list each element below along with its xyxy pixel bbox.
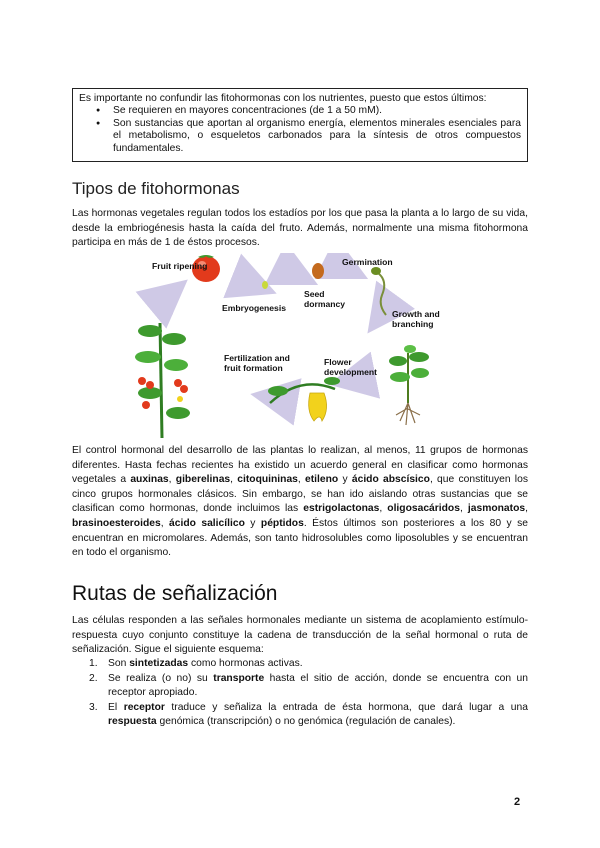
signaling-steps — [72, 657, 528, 730]
section-title-tipos: Tipos de fitohormonas — [72, 179, 240, 198]
note-intro: Es importante no confundir las fitohormonas con los nutrientes, puesto que estos últimos: — [79, 93, 487, 104]
term-auxinas: auxinas — [130, 474, 169, 486]
note-item: ● Son sustancias que aportan al organismo energía, elementos minerales esenciales para el metabolismo, o esqueletos carbonados para la síntesis de otros compuestos fundamentales. — [113, 118, 521, 155]
term-brasinoesteroides: brasinoesteroides — [72, 517, 161, 529]
label-seed-dormancy: Seed dormancy — [304, 289, 346, 309]
list-item: 2. Se realiza (o no) su transporte hasta el sitio de acción, donde se encuentra con un receptor apropiado. — [89, 672, 528, 699]
label-fruit-ripening: Fruit ripening — [152, 261, 208, 271]
label-fertilization: Fertilization and fruit formation — [224, 353, 290, 373]
note-box — [72, 88, 528, 162]
label-embryogenesis: Embryogenesis — [222, 303, 286, 313]
term-acido-salicilico: ácido salicílico — [169, 517, 245, 529]
page-number: 2 — [514, 796, 521, 808]
tomato-plant — [135, 323, 190, 438]
section-title-rutas: Rutas de señalización — [72, 582, 278, 605]
cycle-arrow — [328, 268, 352, 271]
hormone-groups-paragraph: El control hormonal del desarrollo de las plantas lo realizan, al menos, 11 grupos de hormonas diferentes. Hasta fechas recientes ha existido un acuerdo general en clasificar como hormonas vegetales a auxinas, giberelinas, citoquininas, etileno y ácido abscísico, que constituyen los cinco grupos hormonales clásicos. Sin embargo, se han ido aislando otras sustancias que se clasifican como hormonas, donde incluimos las estrigolactonas, oligosacáridos, jasmonatos, brasinoesteroides, ácido salicílico y péptidos. Éstos últimos son posteriores a los 80 y se encuentran en micromolares. Además, son tanto hidrosolubles como liposolubles y se encuentran en todo el organismo. — [72, 445, 528, 559]
young-plant-with-roots — [389, 345, 429, 425]
list-item: 1. Son sintetizadas como hormonas activas. — [89, 658, 303, 669]
label-flower-development: Flower development — [324, 357, 378, 377]
term-peptidos: péptidos — [260, 517, 304, 529]
note-list — [79, 105, 521, 155]
section-intro-tipos: Las hormonas vegetales regulan todos los estadíos por los que pasa la planta a lo largo de su vida, desde la embriogénesis hasta la caída del fruto. Además, normalmente una misma fitohormona participa en más de 1 de éstos procesos. — [72, 208, 528, 249]
cycle-illustration — [120, 253, 480, 438]
label-growth-branching: Growth and branching — [392, 309, 440, 329]
section-intro-rutas: Las células responden a las señales hormonales mediante un sistema de acoplamiento estímulo-respuesta cuyo conjunto constituye la cadena de transducción de la señal hormonal o ruta de señalización. Sigue el siguiente esquema: — [72, 615, 528, 656]
embryo — [262, 281, 268, 289]
cycle-arrow — [240, 286, 260, 293]
seed — [312, 263, 324, 279]
note-item: ● Se requieren en mayores concentraciones (de 1 a 50 mM). — [113, 105, 521, 117]
list-item: 3. El receptor traduce y señaliza la entrada de ésta hormona, que dará lugar a una respuesta genómica (transcripción) o no genómica (regulación de canales). — [89, 701, 528, 728]
term-giberelinas: giberelinas — [175, 474, 231, 486]
term-estrigolactonas: estrigolactonas — [303, 503, 380, 515]
plant-life-cycle-diagram — [120, 253, 480, 438]
cycle-arrow — [280, 275, 302, 281]
cycle-arrow — [167, 291, 174, 313]
term-oligosacaridos: oligosacáridos — [387, 503, 460, 515]
term-jasmonatos: jasmonatos — [467, 503, 526, 515]
term-acido-abscisico: ácido abscísico — [351, 474, 430, 486]
term-etileno: etileno — [305, 474, 339, 486]
term-citoquininas: citoquininas — [237, 474, 298, 486]
label-germination: Germination — [342, 257, 393, 267]
